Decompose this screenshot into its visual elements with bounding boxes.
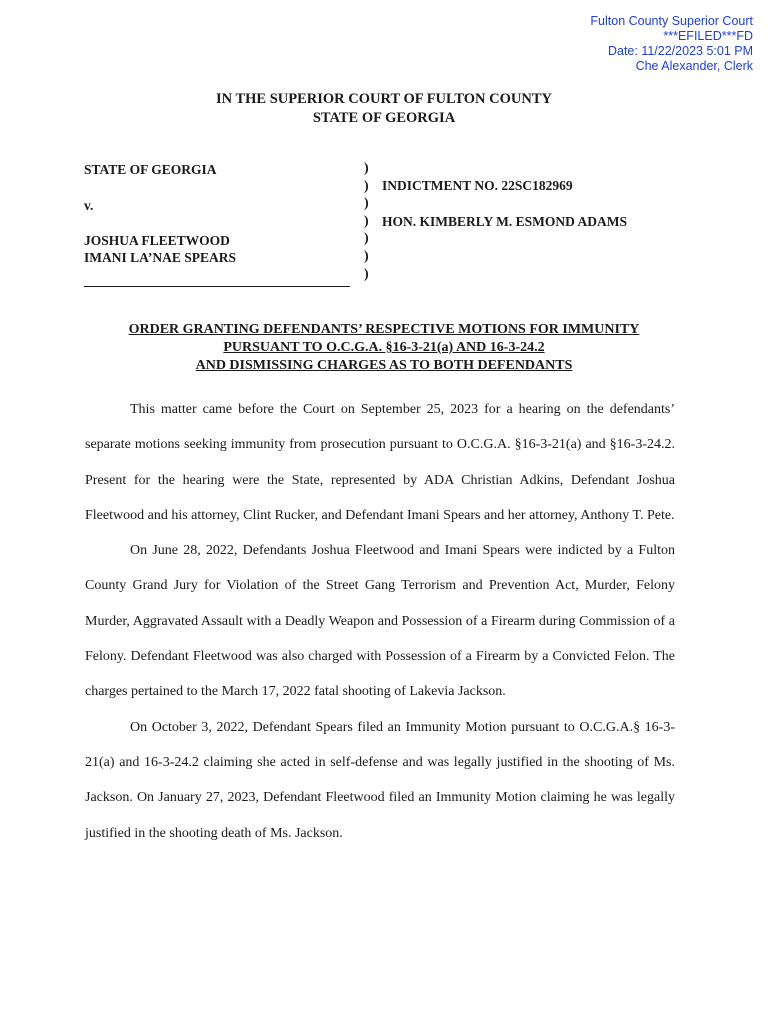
stamp-date: Date: 11/22/2023 5:01 PM: [607, 44, 753, 58]
order-title-line-2: PURSUANT TO O.C.G.A. §16-3-21(a) AND 16-3-24.2: [223, 340, 545, 355]
defendant-2: IMANI LA’NAE SPEARS: [84, 250, 237, 265]
efile-stamp: [590, 14, 753, 74]
indictment-number: INDICTMENT NO. 22SC182969: [382, 178, 573, 193]
order-title-line-3: AND DISMISSING CHARGES AS TO BOTH DEFENDANTS: [195, 358, 573, 373]
order-title: [0, 321, 768, 375]
paren-column: ) ) ) ) ) ) ): [364, 161, 369, 282]
paragraph-indictment: On June 28, 2022, Defendants Joshua Fleetwood and Imani Spears were indicted by a Fulton County Grand Jury for Violation of the Street Gang Terrorism and Prevention Act, Murder, Felony Murder, Aggravated Assault with a Deadly Weapon and Possession of a Firearm during Commission of a Felony. Defendant Fleetwood was also charged with Possession of a Firearm by a Convicted Felon. The charges pertained to the March 17, 2022 fatal shooting of Lakevia Jackson.: [85, 543, 675, 700]
defendant-1: JOSHUA FLEETWOOD: [84, 233, 230, 248]
stamp-efiled: ***EFILED***FD: [663, 29, 753, 43]
caption-underline: [84, 286, 350, 287]
court-heading: [0, 90, 768, 128]
judge-name: HON. KIMBERLY M. ESMOND ADAMS: [382, 214, 628, 229]
stamp-clerk: Che Alexander, Clerk: [635, 59, 753, 73]
order-body: [85, 392, 675, 851]
versus: v.: [84, 198, 94, 213]
caption-paren-column: [364, 160, 369, 283]
court-state: STATE OF GEORGIA: [312, 110, 456, 126]
paragraph-motions: On October 3, 2022, Defendant Spears filed an Immunity Motion pursuant to O.C.G.A.§ 16-3-21(a) and 16-3-24.2 claiming she acted in self-defense and was legally justified in the shooting of Ms. Jackson. On January 27, 2023, Defendant Fleetwood filed an Immunity Motion claiming he was legally justified in the shooting death of Ms. Jackson.: [85, 719, 675, 841]
plaintiff: STATE OF GEORGIA: [84, 162, 217, 177]
court-name: IN THE SUPERIOR COURT OF FULTON COUNTY: [215, 91, 552, 107]
order-title-line-1: ORDER GRANTING DEFENDANTS’ RESPECTIVE MOTIONS FOR IMMUNITY: [128, 322, 640, 337]
paragraph-hearing: This matter came before the Court on September 25, 2023 for a hearing on the defendants’ separate motions seeking immunity from prosecution pursuant to O.C.G.A. §16-3-21(a) and §16-3-24.2. Present for the hearing were the State, represented by ADA Christian Adkins, Defendant Joshua Fleetwood and his attorney, Clint Rucker, and Defendant Imani Spears and her attorney, Anthony T. Pete.: [85, 402, 675, 523]
stamp-court: Fulton County Superior Court: [590, 14, 753, 28]
